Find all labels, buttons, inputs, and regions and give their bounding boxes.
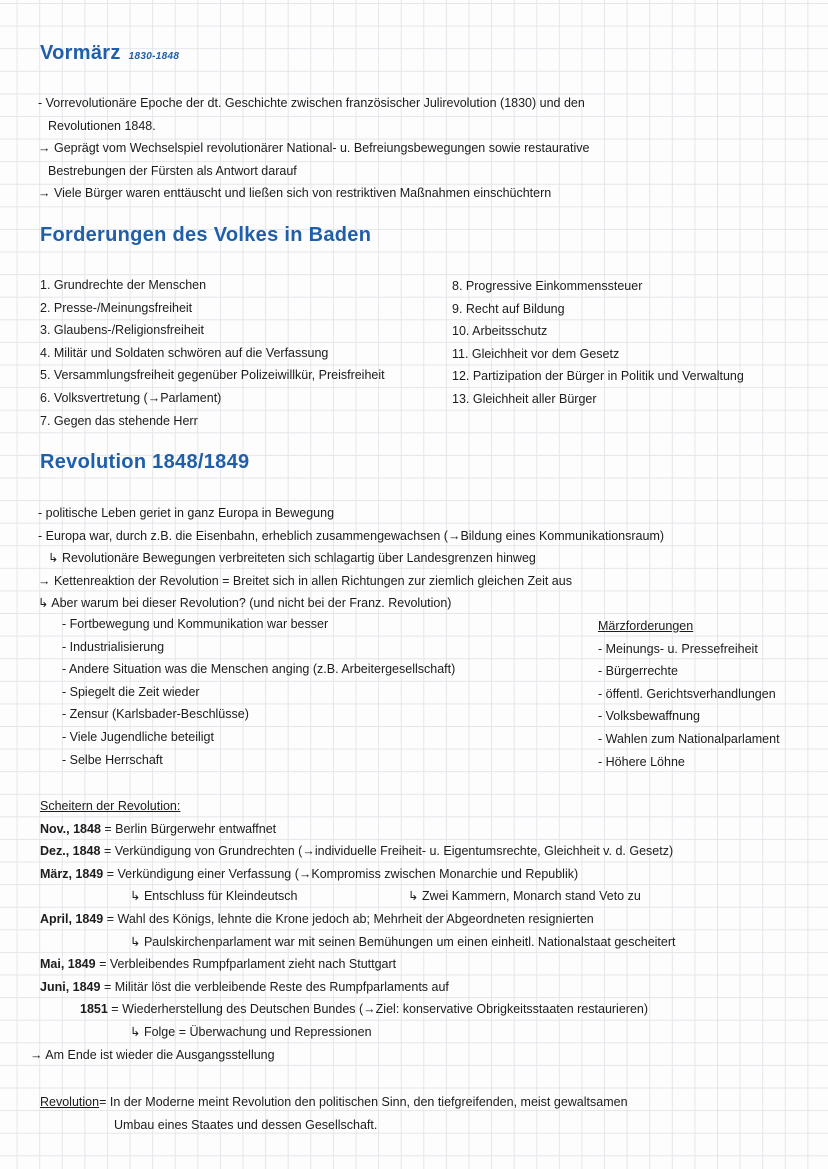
forderungen-left [40, 274, 385, 432]
scheitern-timeline [30, 795, 676, 1066]
date: Mai, 1849 [40, 957, 96, 972]
text-line: Bestrebungen der Fürsten als Antwort darauf [48, 163, 297, 178]
definition-line [40, 1091, 628, 1114]
timeline-row [40, 818, 676, 841]
event: = Verkündigung von Grundrechten (→individuelle Freiheit- u. Eigentumsrechte, Gleichheit v. d. Gesetz) [103, 844, 674, 859]
list-item: - Höhere Löhne [598, 754, 685, 769]
text-line: → Geprägt vom Wechselspiel revolutionärer National- u. Befreiungsbewegungen sowie restaurative [38, 141, 590, 156]
title-forderungen: Forderungen des Volkes in Baden [40, 224, 372, 246]
list-item: - Fortbewegung und Kommunikation war besser [62, 617, 329, 631]
list-item: 8. Progressive Einkommenssteuer [452, 279, 643, 293]
text-line: ↳ Aber warum bei dieser Revolution? (und nicht bei der Franz. Revolution) [38, 596, 452, 611]
timeline-row [40, 998, 676, 1021]
definition-term: Revolution [40, 1095, 100, 1109]
list-item: - öffentl. Gerichtsverhandlungen [598, 686, 776, 701]
revolution-text [38, 502, 664, 615]
timeline-row [40, 863, 676, 886]
list-item: - Volksbewaffnung [598, 709, 700, 724]
list-item: - Industrialisierung [62, 639, 165, 654]
title-vormaerz [40, 42, 179, 65]
note: ↳ Entschluss für Kleindeutsch [130, 889, 298, 904]
text-line: ↳ Revolutionäre Bewegungen verbreiteten sich schlagartig über Landesgrenzen hinweg [48, 551, 536, 566]
list-item: - Wahlen zum Nationalparlament [598, 731, 780, 746]
conclusion: → Am Ende ist wieder die Ausgangsstellung [30, 1047, 275, 1062]
text-line: → Viele Bürger waren enttäuscht und ließen sich von restriktiven Maßnahmen einschüchtern [38, 186, 552, 201]
date: März, 1849 [40, 866, 104, 881]
text-line: - Vorrevolutionäre Epoche der dt. Geschichte zwischen französischer Julirevolution (1830) und den [38, 96, 585, 110]
list-item: 1. Grundrechte der Menschen [40, 278, 207, 292]
timeline-row [40, 953, 676, 976]
text-line: - politische Leben geriet in ganz Europa in Bewegung [38, 506, 335, 520]
date: 1851 [80, 1002, 108, 1017]
revolution-definition [40, 1091, 628, 1136]
list-item: 13. Gleichheit aller Bürger [452, 391, 597, 406]
date: Nov., 1848 [40, 821, 101, 836]
event: = Berlin Bürgerwehr entwaffnet [104, 821, 277, 836]
timeline-subrow [40, 885, 676, 908]
list-item: - Selbe Herrschaft [62, 752, 163, 767]
timeline-subrow: ↳ Folge = Überwachung und Repressionen [130, 1024, 372, 1039]
reasons-list [62, 613, 455, 771]
date-range: 1830-1848 [128, 51, 180, 62]
list-item: - Meinungs- u. Pressefreiheit [598, 641, 758, 656]
timeline-subrow: ↳ Paulskirchenparlament war mit seinen Bemühungen um einen einheitl. Nationalstaat gescheitert [130, 934, 676, 949]
list-item: 2. Presse-/Meinungsfreiheit [40, 300, 193, 315]
text-line: Revolutionen 1848. [48, 118, 156, 133]
timeline-row [40, 976, 676, 999]
forderungen-right [452, 275, 744, 411]
list-item: 7. Gegen das stehende Herr [40, 413, 198, 428]
event: = Verbleibendes Rumpfparlament zieht nach Stuttgart [99, 957, 397, 972]
text-line: - Europa war, durch z.B. die Eisenbahn, erheblich zusammengewachsen (→Bildung eines Kommunikationsraum) [38, 528, 665, 543]
list-item: 6. Volksvertretung (→Parlament) [40, 390, 222, 405]
maerzforderungen-list [598, 615, 780, 773]
date: Juni, 1849 [40, 979, 101, 994]
list-item: 12. Partizipation der Bürger in Politik und Verwaltung [452, 369, 744, 384]
definition-line: Umbau eines Staates und dessen Gesellschaft. [114, 1117, 378, 1132]
timeline-row [40, 840, 676, 863]
list-item: - Viele Jugendliche beteiligt [62, 729, 214, 744]
definition-text: = In der Moderne meint Revolution den politischen Sinn, den tiefgreifenden, meist gewaltsamen [99, 1095, 628, 1109]
list-item: - Zensur (Karlsbader-Beschlüsse) [62, 707, 249, 722]
vormaerz-text [38, 92, 589, 205]
list-item: - Andere Situation was die Menschen anging (z.B. Arbeitergesellschaft) [62, 662, 456, 677]
list-item: - Bürgerrechte [598, 664, 678, 679]
event: = Militär löst die verbleibende Reste des Rumpfparlaments auf [103, 979, 449, 994]
title-revolution: Revolution 1848/1849 [40, 451, 250, 473]
list-item: 11. Gleichheit vor dem Gesetz [452, 346, 620, 361]
heading-text: Vormärz [40, 42, 121, 64]
list-item: 5. Versammlungsfreiheit gegenüber Polizeiwillkür, Preisfreiheit [40, 368, 385, 383]
list-item: 10. Arbeitsschutz [452, 324, 548, 339]
text-line: → Kettenreaktion der Revolution = Breitet sich in allen Richtungen zur ziemlich gleichen Zeit aus [38, 573, 572, 588]
date: April, 1849 [40, 911, 104, 926]
list-item: 3. Glaubens-/Religionsfreiheit [40, 323, 204, 338]
event: = Wiederherstellung des Deutschen Bundes (→Ziel: konservative Obrigkeitsstaaten restaurieren) [111, 1002, 649, 1017]
list-item: - Spiegelt die Zeit wieder [62, 684, 200, 699]
list-item: 9. Recht auf Bildung [452, 301, 565, 316]
event: = Wahl des Königs, lehnte die Krone jedoch ab; Mehrheit der Abgeordneten resignierten [106, 911, 594, 926]
section-heading: Scheitern der Revolution: [40, 799, 181, 813]
list-heading: Märzforderungen [598, 619, 694, 633]
list-item: 4. Militär und Soldaten schwören auf die Verfassung [40, 345, 329, 360]
timeline-row [40, 908, 676, 931]
date: Dez., 1848 [40, 844, 101, 859]
note: ↳ Zwei Kammern, Monarch stand Veto zu [408, 889, 641, 904]
event: = Verkündigung einer Verfassung (→Kompromiss zwischen Monarchie und Republik) [106, 866, 579, 881]
